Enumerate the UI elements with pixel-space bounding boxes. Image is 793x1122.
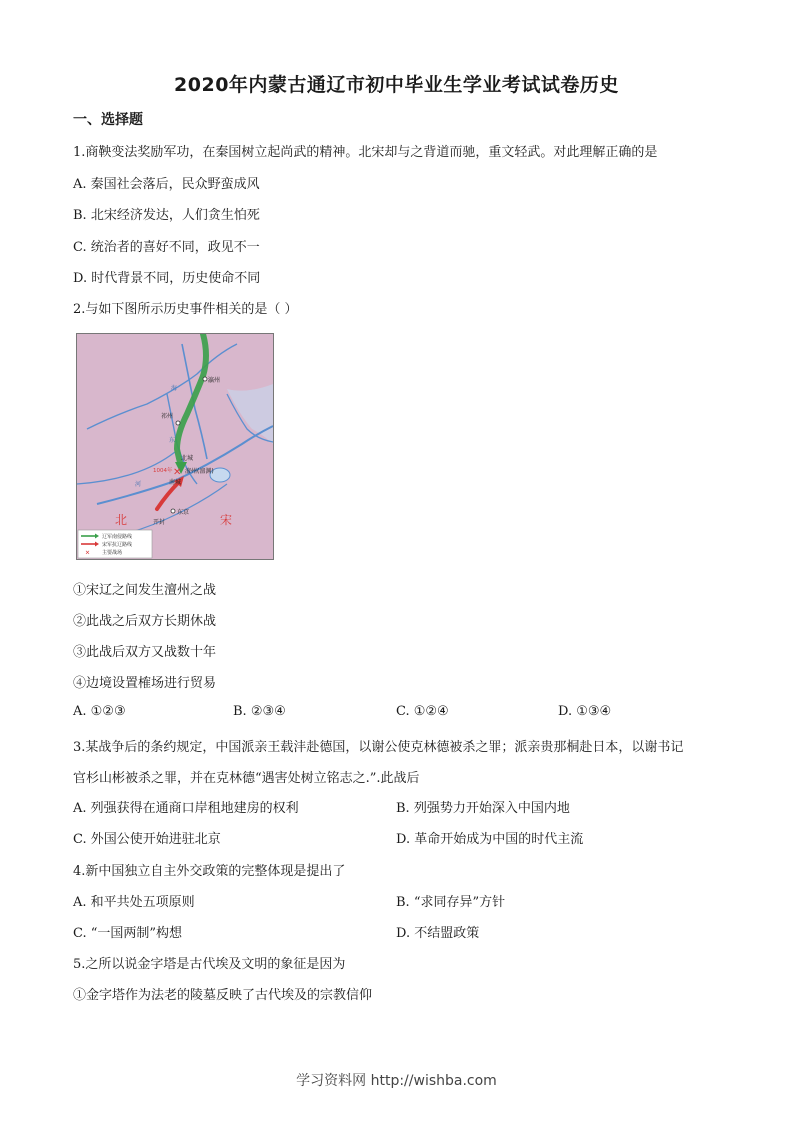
question-4-option-b: B. “求同存异”方针 [396,895,506,910]
question-2-option-a: A. ①②③ [73,704,126,719]
question-1-option-a: A. 秦国社会落后，民众野蛮成风 [73,177,260,192]
label-chanzhou: 澶州(澶渊) [185,468,214,475]
label-year: 1004年 [153,468,173,474]
legend-battle-icon: ✕ [85,549,91,557]
battle-mark-icon: ✕ [173,467,182,478]
map-svg [77,334,273,559]
question-4-option-c: C. “一国两制”构想 [73,926,183,941]
label-qizhou: 祁州 [161,413,174,420]
legend-song-label: 宋军抗辽路线 [102,542,133,548]
legend-battle-label: 主要战场 [102,550,123,556]
question-1-option-d: D. 时代背景不同，历史使命不同 [73,271,261,286]
historical-map [76,333,274,560]
question-3-option-c: C. 外国公使开始进驻北京 [73,832,221,847]
legend-liao-label: 辽军南侵路线 [102,534,133,540]
city-dot [203,377,207,381]
question-3-stem-line2: 官杉山彬被杀之罪，并在克林德“遇害处树立铭志之.”.此战后 [73,771,420,786]
label-beicheng: 北城 [181,455,194,462]
question-4-stem: 4.新中国独立自主外交政策的完整体现是提出了 [73,864,346,879]
question-3-stem-line1: 3.某战争后的条约规定，中国派亲王载沣赴德国，以谢公使克林德被杀之罪；派亲贵那桐赴日本，以谢书记 [73,740,684,755]
question-1-option-c: C. 统治者的喜好不同，政见不一 [73,240,260,255]
question-2-item-1: ①宋辽之间发生澶州之战 [73,583,217,598]
question-2-item-2: ②此战之后双方长期休战 [73,614,217,629]
label-he: 河 [135,481,142,488]
section-title: 一、选择题 [73,112,143,128]
question-2-item-3: ③此战后双方又战数十年 [73,645,217,660]
question-2-option-d: D. ①③④ [558,704,612,719]
label-dong: 东 [169,437,176,444]
question-2-option-b: B. ②③④ [233,704,286,719]
label-hai: 海 [171,385,178,392]
page-title: 2020年内蒙古通辽市初中毕业生学业考试试卷历史 [174,74,619,96]
question-5-stem: 5.之所以说金字塔是古代埃及文明的象征是因为 [73,957,346,972]
question-3-option-d: D. 革命开始成为中国的时代主流 [396,832,584,847]
page-footer: 学习资料网 http://wishba.com [296,1073,497,1089]
question-2-option-c: C. ①②④ [396,704,449,719]
question-1-option-b: B. 北宋经济发达，人们贪生怕死 [73,208,260,223]
label-kaifeng: 开封 [153,519,166,526]
label-nancheng: 南城 [169,479,182,486]
label-dongjing: 东京 [177,509,190,516]
question-4-option-d: D. 不结盟政策 [396,926,480,941]
city-dot [176,421,180,425]
question-3-option-a: A. 列强获得在通商口岸租地建房的权利 [73,801,299,816]
question-2-item-4: ④边境设置榷场进行贸易 [73,676,217,691]
question-3-option-b: B. 列强势力开始深入中国内地 [396,801,570,816]
label-song: 宋 [220,513,233,527]
city-dot [171,509,175,513]
question-1-stem: 1.商鞅变法奖励军功，在秦国树立起尚武的精神。北宋却与之背道而驰，重文轻武。对此理解正确的是 [73,145,658,160]
question-4-option-a: A. 和平共处五项原则 [73,895,195,910]
question-5-item-1: ①金字塔作为法老的陵墓反映了古代埃及的宗教信仰 [73,988,373,1003]
question-2-stem: 2.与如下图所示历史事件相关的是（ ） [73,302,298,317]
label-yingzhou: 瀛州 [208,377,221,384]
label-bei: 北 [115,513,128,527]
